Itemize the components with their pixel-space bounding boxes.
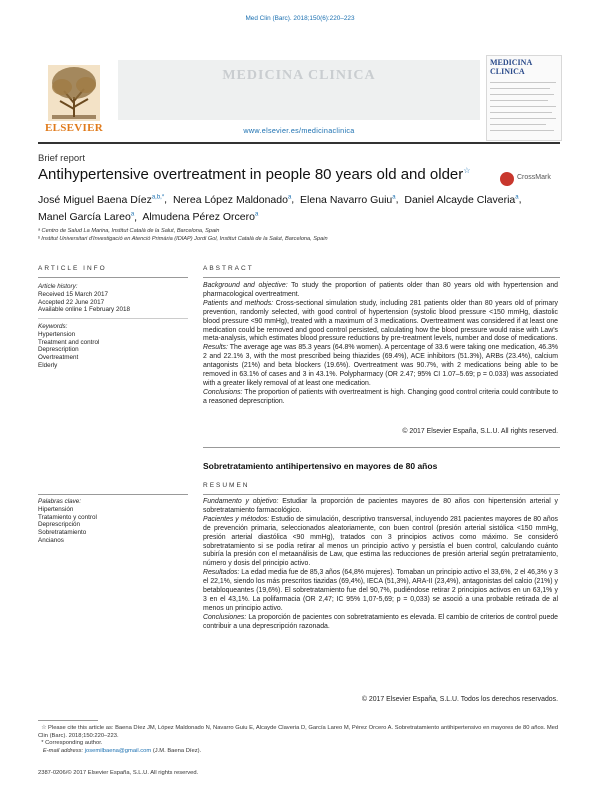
background-text: To study the proportion of patients older than 80 years old with hypertension and pharmacological overtreatment. <box>203 282 559 298</box>
resumen-rule <box>203 494 560 495</box>
resumen-copyright: © 2017 Elsevier España, S.L.U. Todos los derechos reservados. <box>361 696 558 703</box>
background-label: Background and objective: <box>203 282 288 289</box>
accepted-date: Accepted 22 June 2017 <box>38 298 105 306</box>
cover-text-line <box>490 82 556 83</box>
resumen-resultados <box>203 569 558 614</box>
journal-url-link[interactable]: www.elsevier.es/medicinaclinica <box>243 126 355 135</box>
abstract-methods <box>203 300 558 345</box>
cover-text-line <box>490 130 554 131</box>
cover-title-line2: CLINICA <box>490 67 525 76</box>
keyword: Hypertension <box>38 330 76 338</box>
corr-text: Corresponding author. <box>43 740 103 746</box>
keywords-label: Keywords: <box>38 323 68 330</box>
article-info-rule <box>38 277 188 278</box>
conclusions-label: Conclusions: <box>203 388 243 396</box>
elsevier-wordmark: ELSEVIER <box>44 122 104 134</box>
article-type: Brief report <box>38 153 85 164</box>
abstract-body <box>203 282 558 407</box>
footnotes <box>38 725 560 755</box>
keyword: Treatment and control <box>38 338 100 346</box>
crossmark-label[interactable]: CrossMark <box>517 174 551 181</box>
conclusiones-label: Conclusiones: <box>203 613 247 621</box>
resultados-text: La edad media fue de 85,3 años (64,8% mujeres). Tomaban un principio activo el 33,6%, 2 el 46,3% y 3 el 22,1%, siendo los más prescritos tiazidas (69,4%), IECA (51,3%), ARA-II (23,4%), antagonistas del calcio (21%) y betabloqueantes (19,6%). El sobretratamiento fue del 90,7%, pudiéndose retirar 2 principios activos en un 63,1% y 3 en el 43,1%. La polifarmacia (OR 2,47; IC 95% 1,07-5,69; p = 0,033) se asoció a una probable retirada de al menos un principio activo. <box>203 569 558 612</box>
abstract-copyright: © 2017 Elsevier España, S.L.U. All rights reserved. <box>402 428 558 435</box>
received-date: Received 15 March 2017 <box>38 290 109 298</box>
methods-text: Cross-sectional simulation study, including 281 patients older than 80 years old of primary prevention, randomly selected, with good control of hypertension (systolic blood pressure <150 mmHg, diastolic blood pressure <90 mmHg), treated with a maximum of 3 medications. Overtreatment was considered if at least one medication could be removed and good control persisted, calculating how the blood pressure would raise with Law's meta-analysis, which estimates blood pressure reductions by pre-treatment levels, number and dose of medications. <box>203 299 558 343</box>
author-affil-mark: a <box>130 211 135 218</box>
palabra-clave: Hipertensión <box>38 505 74 513</box>
author-affil-mark: a <box>287 194 292 200</box>
abstract-background <box>203 282 558 300</box>
journal-name: MEDICINA CLINICA <box>222 68 376 83</box>
abstract-results <box>203 344 558 389</box>
article-title-text: Antihypertensive overtreatment in people 80 years old and older <box>38 166 464 183</box>
abstract-conclusions <box>203 389 558 407</box>
resumen-objetivo <box>203 498 558 516</box>
keyword: Deprescription <box>38 346 79 354</box>
cover-text-line <box>490 118 556 119</box>
author-name: Manel García Lareo <box>38 211 131 223</box>
cover-text-line <box>490 94 554 95</box>
cover-text-line <box>490 88 550 89</box>
palabra-clave: Sobretratamiento <box>38 529 87 537</box>
resumen-heading: RESUMEN <box>203 482 250 489</box>
issn-line: 2387-0206/© 2017 Elsevier España, S.L.U. All rights reserved. <box>38 770 199 776</box>
footnote-rule <box>38 720 98 721</box>
resumen-conclusiones <box>203 614 558 632</box>
author-2[interactable] <box>173 194 291 206</box>
author-name: Nerea López Maldonado <box>172 193 288 206</box>
abstract-end-rule <box>203 447 560 448</box>
resumen-metodos <box>203 516 558 569</box>
results-label: Results: <box>203 344 228 352</box>
affiliation-b: ᵇ Institut Universitari d'Investigació en Atenció Primària (IDIAP) Jordi Gol, Institut Català de la Salut, Barcelona, Spain <box>38 236 328 242</box>
resumen-body <box>203 498 558 632</box>
cover-text-line <box>490 112 552 113</box>
email-footnote <box>38 748 560 756</box>
email-link[interactable]: josemilbaena@gmail.com <box>84 747 152 754</box>
author-6[interactable] <box>142 211 258 223</box>
author-1[interactable] <box>38 194 164 206</box>
keywords-block <box>38 323 178 370</box>
article-info-heading: ARTICLE INFO <box>38 265 107 272</box>
cover-text-line <box>490 106 556 107</box>
author-5[interactable] <box>38 211 134 223</box>
cover-text-line <box>490 124 546 125</box>
article-history <box>38 283 178 314</box>
email-suffix: (J.M. Baena Díez). <box>151 747 202 754</box>
keyword: Overtreatment <box>38 354 79 362</box>
email-label: E-mail address: <box>42 747 84 754</box>
online-date: Available online 1 February 2018 <box>38 306 130 314</box>
header-rule <box>38 142 560 144</box>
author-name: José Miguel Baena Díez <box>38 193 152 206</box>
corresponding-footnote <box>38 740 560 748</box>
palabra-clave: Deprescripción <box>38 521 80 529</box>
author-name: Elena Navarro Guiu <box>300 193 393 206</box>
palabras-rule <box>38 494 188 495</box>
spanish-title: Sobretratamiento antihipertensivo en mayores de 80 años <box>203 461 438 471</box>
cite-mark: ☆ <box>41 725 47 731</box>
abstract-rule <box>203 277 560 278</box>
cover-title-line1: MEDICINA <box>490 58 533 67</box>
cite-text: Please cite this article as: Baena Díez JM, López Maldonado N, Navarro Guiu E, Alcayde Claveria D, García Lareo M, Pérez Orcero A. Sobretratamiento antihipertensivo en mayores de 80 años. Med Clin (Barc). 2018;150:220–223. <box>38 725 559 739</box>
objetivo-text: Estudiar la proporción de pacientes mayores de 80 años con hipertensión arterial y sobretratamiento farmacológico. <box>203 498 558 514</box>
history-label: Article history: <box>38 283 78 290</box>
info-divider <box>38 318 188 319</box>
author-affil-mark: a <box>392 194 396 200</box>
cover-title <box>490 58 558 76</box>
author-4[interactable] <box>404 194 518 206</box>
methods-label: Patients and methods: <box>203 299 274 307</box>
author-list: José Miguel Baena Díez$^{a,b,*}$, Nerea López Maldonado$^a$, Elena Navarro Guiu$^a$, Daniel Alcayde Claveria$^a$, Manel García Lareo$^a$, Almudena Pérez Orcero$^a$ <box>38 193 522 223</box>
palabras-clave-block <box>38 498 178 545</box>
conclusions-text: The proportion of patients with overtreatment is high. Changing good control criteria could contribute to a reasoned deprescription. <box>203 388 558 405</box>
crossmark-icon[interactable] <box>500 172 514 186</box>
affiliation-a: ᵃ Centro de Salud La Marina, Institut Català de la Salut, Barcelona, Spain <box>38 228 220 234</box>
objetivo-label: Fundamento y objetivo: <box>203 498 279 505</box>
cite-footnote <box>38 725 560 740</box>
palabra-clave: Ancianos <box>38 536 64 544</box>
author-affil-mark: a <box>515 194 519 200</box>
author-name: Daniel Alcayde Claveria <box>404 193 516 206</box>
palabra-clave: Tratamiento y control <box>38 513 97 521</box>
journal-citation[interactable]: Med Clin (Barc). 2018;150(6):220–223 <box>245 15 355 22</box>
author-affil-mark: a <box>254 211 259 218</box>
cover-text-line <box>490 100 548 101</box>
results-text: The average age was 85.3 years (64.8% women). A percentage of 33.6 were taking one medication, 46.3% 2 and 22.1% 3, with the most prescribed being thiazides (69.4%), ACE inhibitors (51.3%), ARBs (23.4%), calcium antagonists (21%) and beta blockers (19.6%). Overtreatment was 90.7%, with 2 medications being able to be removed in 63.1% of cases and 3 in 43.1%. Polypharmacy (OR 2.47; 95% CI 1.07–5.69; p = 0.033) was associated with a greater likely removal of at least one medication. <box>203 344 558 387</box>
author-affil-mark: a,b,* <box>151 194 165 200</box>
keyword: Elderly <box>38 361 58 369</box>
author-name: Almudena Pérez Orcero <box>142 211 255 223</box>
metodos-text: Estudio de simulación, descriptivo transversal, incluyendo 281 pacientes mayores de 80 años de prevención primaria, seleccionados aleatoriamente, con buen control (presión arterial sistólica <150 mmHg, presión arterial diastólica <90 mmHg), tratados con 3 principios activos como máximo. Se consideró sobretratamiento si se podía retirar al menos un principio activo y persistía el buen control, calculando cuánto subiría la presión con el metaanálisis de Law, que estima las reducciones de presión arterial según pretratamiento, número y dosis del principio activo. <box>203 515 558 568</box>
resultados-label: Resultados: <box>203 569 240 577</box>
conclusiones-text: La proporción de pacientes con sobretratamiento es elevada. El cambio de criterios de control puede contribuir a una deprescripción razonada. <box>203 613 558 630</box>
article-title <box>38 166 470 183</box>
corr-mark: * <box>41 740 44 746</box>
metodos-label: Pacientes y métodos: <box>203 515 270 523</box>
palabras-clave-label: Palabras clave: <box>38 498 82 505</box>
author-3[interactable] <box>300 194 396 206</box>
title-footnote-mark[interactable]: ☆ <box>463 166 471 175</box>
abstract-heading: ABSTRACT <box>203 265 254 272</box>
